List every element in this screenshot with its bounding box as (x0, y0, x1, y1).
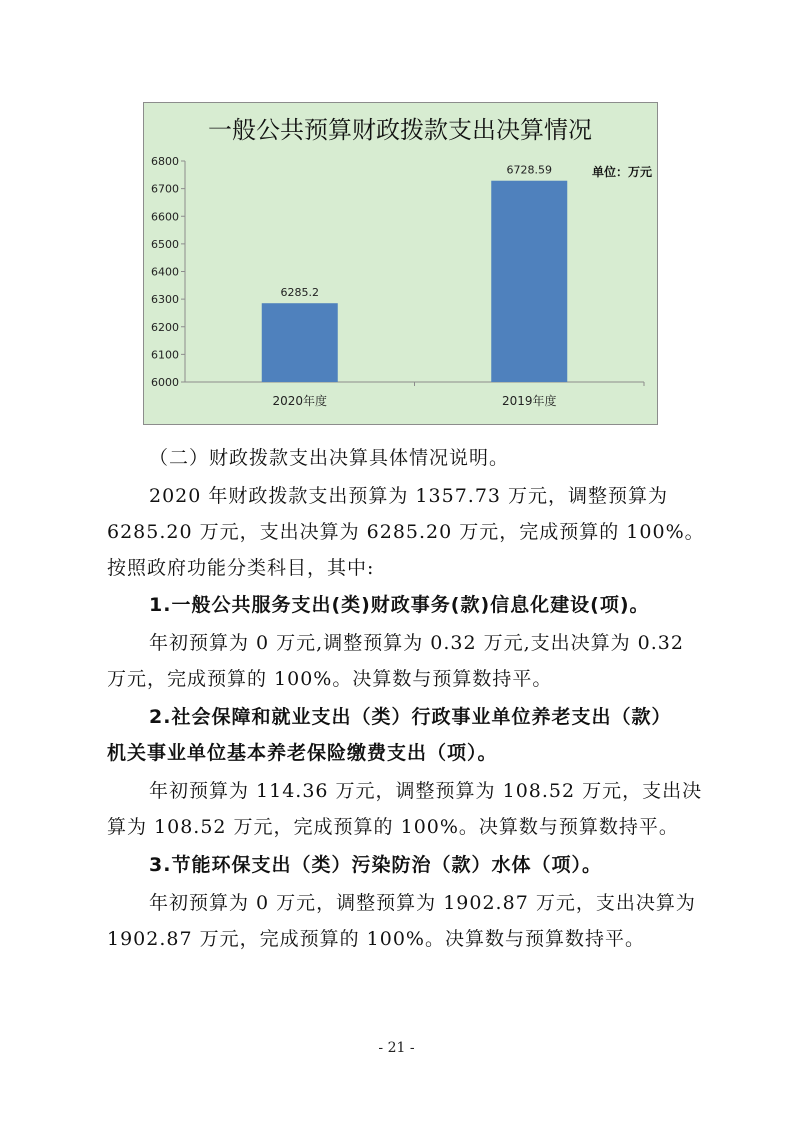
item3-heading: 3.节能环保支出（类）污染防治（款）水体（项）。 (149, 854, 602, 876)
x-tick-label: 2020年度 (272, 394, 328, 408)
bar-2019年度 (491, 181, 567, 382)
intro-line-3: 按照政府功能分类科目，其中: (107, 557, 375, 579)
y-tick-label: 6700 (151, 182, 179, 196)
y-tick-label: 6300 (151, 293, 179, 307)
y-tick-label: 6400 (151, 265, 179, 279)
item1-line-2: 万元，完成预算的 100%。决算数与预算数持平。 (107, 668, 553, 690)
y-tick-label: 6000 (151, 376, 179, 389)
budget-chart (143, 102, 658, 425)
item2-heading-line-2: 机关事业单位基本养老保险缴费支出（项）。 (107, 742, 498, 764)
item3-line-2: 1902.87 万元，完成预算的 100%。决算数与预算数持平。 (107, 928, 645, 950)
bar-2020年度 (262, 303, 338, 382)
y-tick-label: 6800 (151, 155, 179, 168)
y-tick-label: 6600 (151, 210, 179, 224)
intro-line-2: 6285.20 万元，支出决算为 6285.20 万元，完成预算的 100%。 (107, 521, 705, 543)
x-tick-label: 2019年度 (501, 394, 557, 408)
item2-line-2: 算为 108.52 万元，完成预算的 100%。决算数与预算数持平。 (107, 816, 679, 838)
item1-heading: 1.一般公共服务支出(类)财政事务(款)信息化建设(项)。 (149, 594, 650, 616)
item2-line-1: 年初预算为 114.36 万元，调整预算为 108.52 万元，支出决 (149, 780, 703, 802)
item1-line-1: 年初预算为 0 万元,调整预算为 0.32 万元,支出决算为 0.32 (149, 632, 684, 654)
bar-value-label: 6728.59 (506, 163, 552, 177)
section-heading: （二）财政拨款支出决算具体情况说明。 (149, 447, 510, 469)
chart-unit-label: 单位：万元 (591, 165, 652, 179)
chart-canvas (144, 103, 657, 424)
item2-heading-line-1: 2.社会保障和就业支出（类）行政事业单位养老支出（款） (149, 706, 672, 728)
y-tick-label: 6200 (151, 320, 179, 334)
bar-value-label: 6285.2 (280, 286, 319, 300)
y-tick-label: 6100 (151, 348, 179, 362)
item3-line-1: 年初预算为 0 万元，调整预算为 1902.87 万元，支出决算为 (149, 892, 696, 914)
intro-line-1: 2020 年财政拨款支出预算为 1357.73 万元，调整预算为 (149, 485, 669, 507)
y-tick-label: 6500 (151, 237, 179, 251)
chart-title: 一般公共预算财政拨款支出决算情况 (208, 116, 592, 144)
page-number: - 21 - (378, 1040, 415, 1056)
